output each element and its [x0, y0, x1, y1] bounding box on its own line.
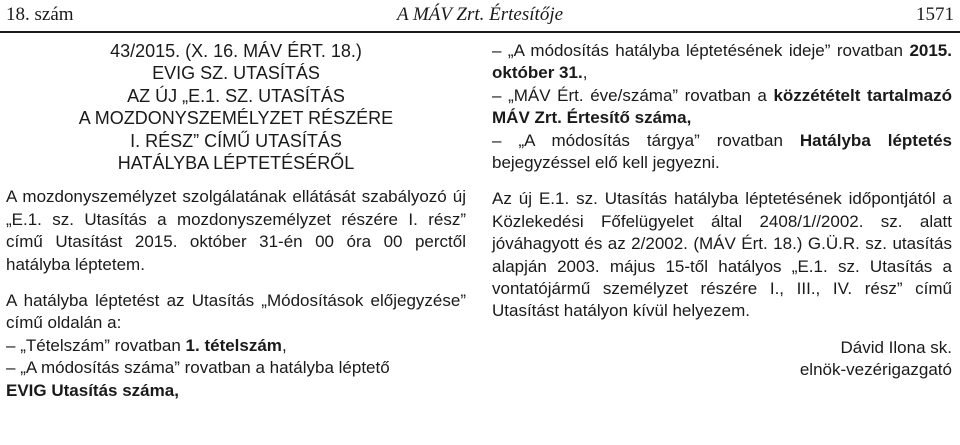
list-item: [6, 335, 466, 357]
title-line: HATÁLYBA LÉPTETÉSÉRŐL: [117, 153, 355, 174]
signature-title: elnök-vezérigazgató: [799, 360, 952, 380]
list-item-tail: ,: [281, 335, 287, 355]
list-item-bold: 2015. október 31.: [492, 41, 952, 83]
title-line: AZ ÚJ „E.1. SZ. UTASÍTÁS: [127, 85, 345, 106]
list-item-tail: bejegyzéssel elő kell jegyezni.: [492, 153, 720, 173]
paragraph-instructions: A hatályba léptetést az Utasítás „Módosítások előjegyzése” című oldalán a:: [6, 291, 466, 333]
list-item-text: „A módosítás száma” rovatban a hatályba léptető: [20, 358, 390, 378]
right-column: [492, 40, 952, 382]
list-item-text: „A módosítás hatályba léptetésének ideje” rovatban: [507, 41, 910, 60]
dash-marker: –: [492, 41, 502, 60]
list-item-text: „A módosítás tárgya” rovatban: [518, 130, 800, 150]
list-item: [492, 85, 952, 130]
title-line: 43/2015. (X. 16. MÁV ÉRT. 18.): [110, 41, 362, 61]
page-header: [0, 0, 960, 32]
list-item-tail: ,: [582, 63, 588, 83]
list-item-bold: közzétételt tartalmazó MÁV Zrt. Értesítő száma,: [492, 85, 952, 128]
document-title: [6, 40, 466, 174]
dash-marker: –: [492, 130, 502, 150]
dash-marker: –: [6, 335, 16, 355]
title-line: I. RÉSZ” CÍMŰ UTASÍTÁS: [130, 130, 342, 151]
list-item-bold: 1. tételszám: [185, 335, 282, 355]
list-item: [6, 357, 466, 402]
header-rule: [0, 31, 960, 33]
title-line: EVIG SZ. UTASÍTÁS: [152, 63, 320, 84]
issue-number: 18. szám: [6, 4, 74, 25]
dash-marker: –: [492, 85, 502, 105]
list-item: [492, 40, 952, 85]
paragraph-repeal: Az új E.1. sz. Utasítás hatályba léptetésének időpontjától a Közlekedési Főfelügyelet által 2408/1//2002. sz. alatt jóváhagyott és az 2/2002. (MÁV Ért. 18.) G.Ü.R. sz. utasítás alapján 2003. május 15-től hatályos „E.1. sz. Utasítás a vontatójármű személyzet részére I., III., IV. rész” című Utasítást hatályon kívül helyezem.: [492, 189, 952, 321]
list-item-text: „MÁV Ért. éve/száma” rovatban a: [508, 85, 774, 105]
paragraph-intro: A mozdonyszemélyzet szolgálatának ellátását szabályozó új „E.1. sz. Utasítás a mozdonyszemélyzet részére I. rész” című Utasítást 2015. október 31-én 00 óra 00 perctől hatályba léptetem.: [6, 187, 466, 274]
list-item-bold: Hatályba léptetés: [799, 130, 952, 150]
list-item-text: „Tételszám” rovatban: [20, 335, 186, 355]
page-number: 1571: [916, 4, 954, 25]
publication-title: A MÁV Zrt. Értesítője: [396, 4, 564, 25]
left-column: [6, 40, 466, 402]
signature-name: Dávid Ilona sk.: [840, 337, 952, 357]
list-item-bold: EVIG Utasítás száma,: [6, 380, 179, 400]
dash-marker: –: [6, 358, 16, 378]
list-item: [492, 130, 952, 175]
title-line: A MOZDONYSZEMÉLYZET RÉSZÉRE: [78, 108, 394, 129]
